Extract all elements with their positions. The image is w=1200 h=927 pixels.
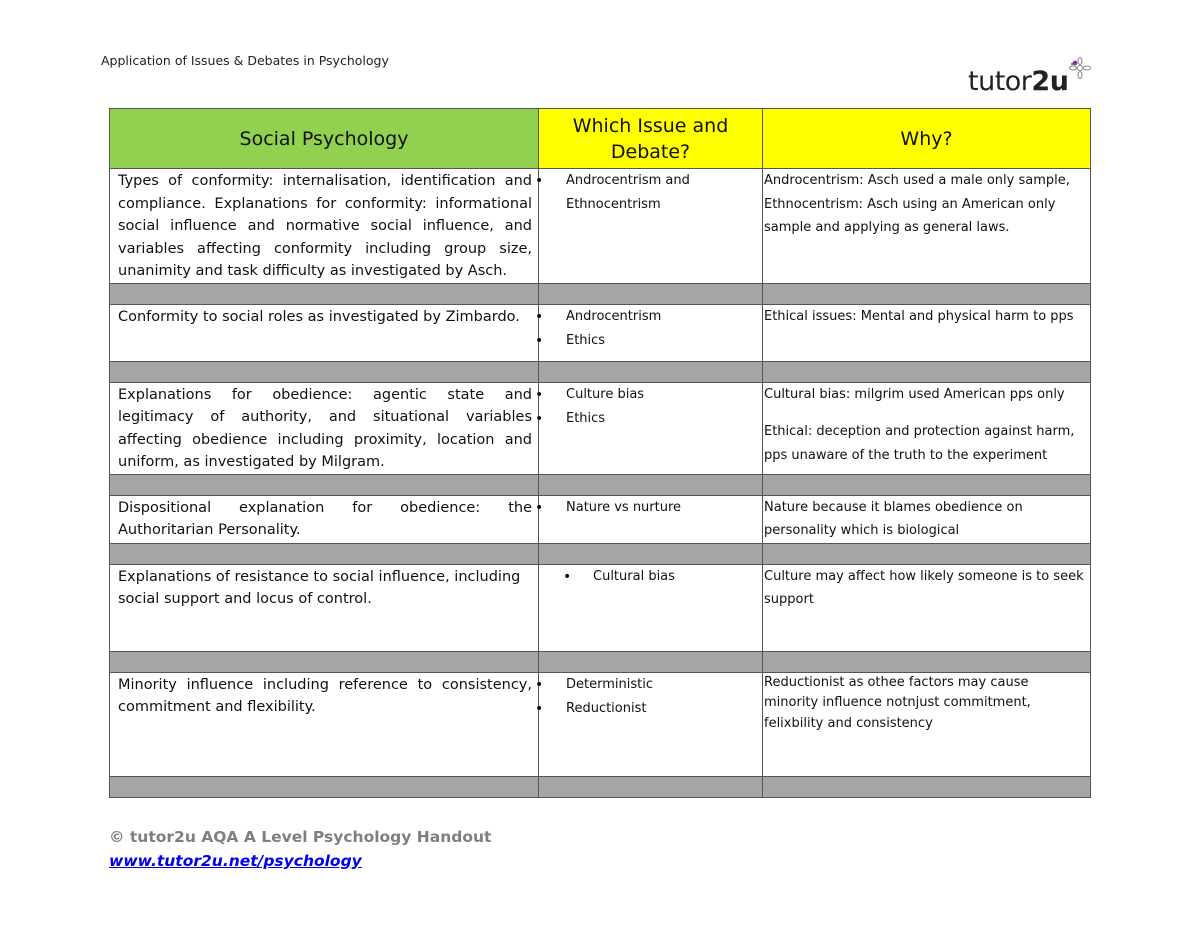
issue-item: • Deterministic xyxy=(539,673,762,697)
why-text: Ethical: deception and protection against harm, pps unaware of the truth to the experiment xyxy=(764,424,1075,463)
why-cell xyxy=(763,169,1091,284)
header-issue-debate: Which Issue and Debate? xyxy=(539,109,763,169)
spacer-row xyxy=(110,651,1091,672)
topic-cell: Minority influence including reference to consistency, commitment and flexibility. xyxy=(110,672,539,776)
why-text: Cultural bias: milgrim used American pps only xyxy=(764,386,1065,402)
table-row xyxy=(110,672,1091,776)
why-cell xyxy=(763,304,1091,361)
spacer-row xyxy=(110,543,1091,564)
table-row xyxy=(110,564,1091,651)
table-row xyxy=(110,169,1091,284)
topic-cell: Conformity to social roles as investigated by Zimbardo. xyxy=(110,304,539,361)
issue-cell xyxy=(539,382,763,474)
flower-logo-icon xyxy=(1068,56,1092,80)
issues-debates-table xyxy=(109,108,1091,798)
spacer-row xyxy=(110,283,1091,304)
why-cell xyxy=(763,564,1091,651)
topic-cell: Explanations of resistance to social influence, including social support and locus of control. xyxy=(110,564,539,651)
issue-item: • Cultural bias xyxy=(539,565,762,589)
why-cell xyxy=(763,672,1091,776)
why-text: Ethical issues: Mental and physical harm to pps xyxy=(764,308,1074,324)
why-text: Nature because it blames obedience on personality which is biological xyxy=(764,499,1023,538)
issue-cell xyxy=(539,304,763,361)
header-why: Why? xyxy=(763,109,1091,169)
table-header-row xyxy=(110,109,1091,169)
header-social-psychology: Social Psychology xyxy=(110,109,539,169)
issue-item: • Ethics xyxy=(539,329,762,353)
logo-wordmark: tutor2u xyxy=(968,66,1069,97)
issue-item: • Nature vs nurture xyxy=(539,496,762,520)
issue-cell xyxy=(539,564,763,651)
why-text: Androcentrism: Asch used a male only sample, Ethnocentrism: Asch using an American only sample and applying as general laws. xyxy=(764,173,1070,235)
spacer-row xyxy=(110,361,1091,382)
issue-item: • Culture bias xyxy=(539,383,762,407)
spacer-row xyxy=(110,776,1091,797)
issue-cell xyxy=(539,672,763,776)
footer-copyright: © tutor2u AQA A Level Psychology Handout xyxy=(109,828,492,846)
why-cell xyxy=(763,382,1091,474)
why-text: Reductionist as othee factors may cause minority influence notnjust commitment, felixbility and consistency xyxy=(764,674,1031,731)
table-row xyxy=(110,382,1091,474)
why-text: Culture may affect how likely someone is to seek support xyxy=(764,568,1084,607)
document-header-title: Application of Issues & Debates in Psychology xyxy=(101,53,389,68)
issue-item: • Reductionist xyxy=(539,697,762,721)
issue-item: • Androcentrism xyxy=(539,305,762,329)
issue-item: • Androcentrism and Ethnocentrism xyxy=(539,169,699,217)
topic-cell: Dispositional explanation for obedience: the Authoritarian Personality. xyxy=(110,495,539,543)
issue-cell xyxy=(539,169,763,284)
issue-item: • Ethics xyxy=(539,407,762,431)
why-cell xyxy=(763,495,1091,543)
topic-cell: Types of conformity: internalisation, identification and compliance. Explanations for conformity: informational social influence and normative social influence, and variables affecting conformity including group size, unanimity and task difficulty as investigated by Asch. xyxy=(110,169,539,284)
footer-website-link[interactable]: www.tutor2u.net/psychology xyxy=(109,852,362,870)
table-row xyxy=(110,304,1091,361)
table-row xyxy=(110,495,1091,543)
topic-cell: Explanations for obedience: agentic state and legitimacy of authority, and situational variables affecting obedience including proximity, location and uniform, as investigated by Milgram. xyxy=(110,382,539,474)
spacer-row xyxy=(110,474,1091,495)
issue-cell xyxy=(539,495,763,543)
tutor2u-logo xyxy=(968,56,1092,102)
